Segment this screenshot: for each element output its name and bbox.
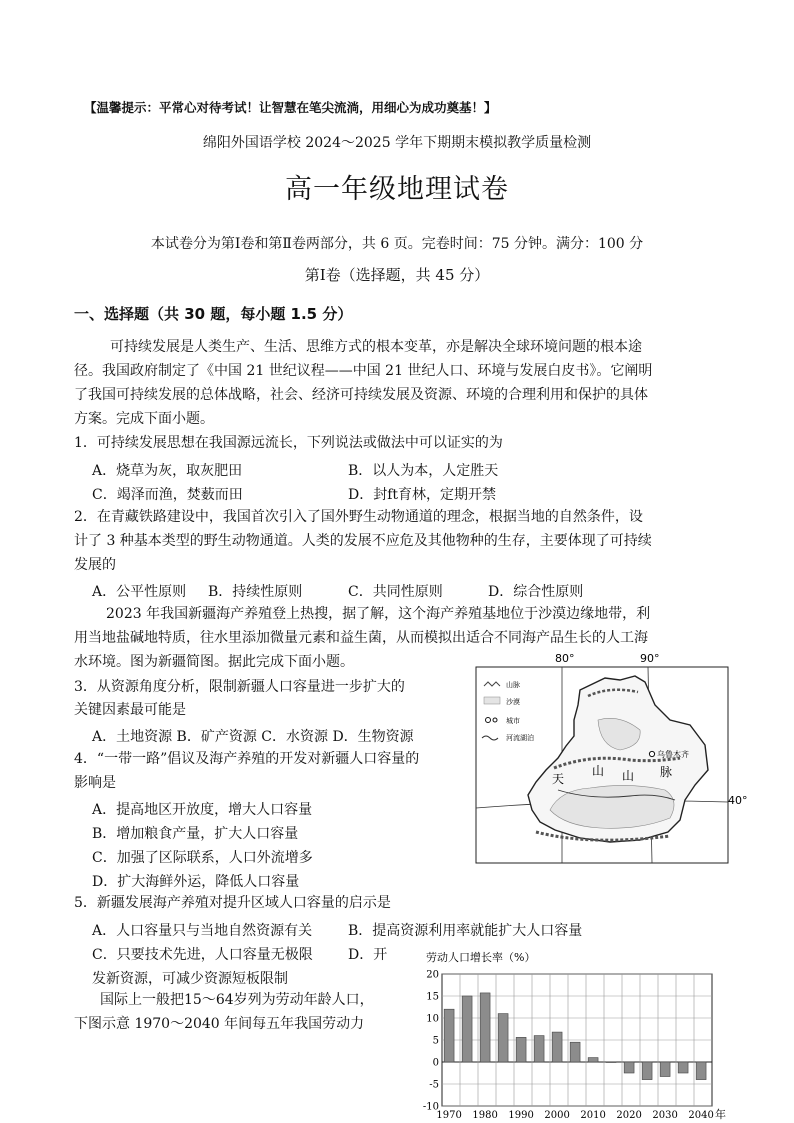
x-tick-label: 2010: [580, 1110, 606, 1121]
q2-option-a[interactable]: A．公平性原则: [92, 584, 187, 600]
lon-label-80: 80°: [555, 652, 575, 665]
q2-option-d[interactable]: D．综合性原则: [488, 584, 584, 600]
passage1-line: 了我国可持续发展的总体战略，社会、经济可持续发展及资源、环境的合理利用和保护的具体: [74, 387, 648, 403]
bar-2040: [696, 1062, 706, 1080]
range-label: 山: [592, 764, 605, 778]
passage1-line: 方案。完成下面小题。: [74, 411, 214, 427]
passage2-line: 用当地盐碱地特质，往水里添加微量元素和益生菌，从而模拟出适合不同海产品生长的人工海: [74, 630, 648, 646]
part-title: 第Ⅰ卷（选择题，共 45 分）: [304, 266, 490, 284]
labor-growth-chart: [420, 948, 740, 1123]
q2-option-c[interactable]: C．共同性原则: [348, 584, 443, 600]
x-tick-label: 2020: [616, 1110, 642, 1121]
q1-option-a[interactable]: A．烧草为灰，取灰肥田: [92, 463, 243, 479]
bar-1985: [498, 1014, 508, 1062]
y-tick-label: -10: [422, 1101, 439, 1113]
q4-option-d[interactable]: D．扩大海鲜外运，降低人口容量: [92, 874, 300, 890]
legend-label: 沙漠: [506, 698, 520, 706]
bar-1995: [534, 1036, 544, 1062]
x-tick-label: 1970: [436, 1110, 462, 1121]
legend-label: 河流湖泊: [506, 734, 534, 742]
question-2-stem: 计了 3 种基本类型的野生动物通道。人类的发展不应危及其他物种的生存，主要体现了可持续: [74, 533, 652, 549]
question-4-stem: 影响是: [74, 775, 116, 791]
legend-label: 山脉: [506, 681, 520, 689]
desert-legend-icon: [484, 697, 500, 704]
q4-option-b[interactable]: B．增加粮食产量，扩大人口容量: [92, 826, 299, 842]
range-label: 脉: [660, 765, 673, 779]
x-tick-label: 1990: [508, 1110, 534, 1121]
passage1-line: 径。我国政府制定了《中国 21 世纪议程——中国 21 世纪人口、环境与发展白皮书》。它阐明: [74, 363, 653, 379]
q1-option-b[interactable]: B．以人为本，人定胜天: [348, 463, 499, 479]
q3-options[interactable]: A．土地资源 B．矿产资源 C．水资源 D．生物资源: [92, 729, 414, 745]
city-label: 乌鲁木齐: [657, 750, 689, 759]
q1-option-c[interactable]: C．竭泽而渔，焚薮而田: [92, 487, 243, 503]
range-label: 天: [552, 772, 565, 786]
city-legend-icon: [486, 718, 491, 723]
section-title: 一、选择题（共 30 题，每小题 1.5 分）: [74, 305, 353, 323]
q5-option-a[interactable]: A．人口容量只与当地自然资源有关: [92, 923, 313, 939]
q5-option-d[interactable]: D．开: [348, 947, 388, 963]
x-tick-label: 2040: [688, 1110, 714, 1121]
y-tick-label: 5: [432, 1035, 439, 1047]
bar-2015: [606, 1062, 616, 1063]
q5-option-b[interactable]: B．提高资源利用率就能扩大人口容量: [348, 923, 583, 939]
bar-2010: [588, 1058, 598, 1062]
x-tick-label: 2000: [544, 1110, 570, 1121]
chart-title: 劳动人口增长率（%）: [426, 951, 536, 964]
bar-1970: [444, 1009, 454, 1062]
y-tick-label: -5: [429, 1079, 439, 1091]
question-3-stem: 关键因素最可能是: [74, 702, 186, 718]
bar-2035: [678, 1062, 688, 1073]
bar-2000: [552, 1032, 562, 1062]
question-3-stem: 3．从资源角度分析，限制新疆人口容量进一步扩大的: [74, 679, 405, 695]
q5-option-d-cont: 发新资源，可减少资源短板限制: [92, 971, 288, 987]
q2-option-b[interactable]: B．持续性原则: [208, 584, 303, 600]
x-axis-unit: 年: [715, 1108, 726, 1121]
question-2-stem: 2．在青藏铁路建设中，我国首次引入了国外野生动物通道的理念，根据当地的自然条件，设: [74, 509, 643, 525]
xinjiang-map: [470, 650, 770, 865]
legend-label: 城市: [506, 717, 520, 725]
y-tick-label: 20: [426, 969, 439, 981]
city-marker: [649, 751, 654, 756]
question-1-stem: 1．可持续发展思想在我国源远流长，下列说法或做法中可以证实的为: [74, 435, 503, 451]
bar-1990: [516, 1037, 526, 1062]
y-tick-label: 15: [426, 991, 439, 1003]
passage2-line: 2023 年我国新疆海产养殖登上热搜，据了解，这个海产养殖基地位于沙漠边缘地带，利: [106, 606, 651, 622]
exam-info: 本试卷分为第Ⅰ卷和第Ⅱ卷两部分，共 6 页。完卷时间：75 分钟。满分：100 分: [150, 236, 644, 252]
passage3-line: 国际上一般把15～64岁列为劳动年龄人口，: [100, 992, 374, 1008]
question-4-stem: 4．“一带一路”倡议及海产养殖的开发对新疆人口容量的: [74, 751, 420, 767]
question-5-stem: 5．新疆发展海产养殖对提升区域人口容量的启示是: [74, 895, 391, 911]
exam-title: 高一年级地理试卷: [285, 174, 509, 205]
warm-tip: 【温馨提示：平常心对待考试！让智慧在笔尖流淌，用细心为成功奠基！】: [84, 100, 497, 115]
range-label: 山: [622, 769, 635, 783]
bar-2005: [570, 1042, 580, 1062]
bar-2030: [660, 1062, 670, 1077]
lat-label-40: 40°: [728, 794, 748, 807]
bar-1980: [480, 993, 490, 1062]
school-title: 绵阳外国语学校 2024～2025 学年下期期末模拟教学质量检测: [202, 135, 592, 151]
passage1-line: 可持续发展是人类生产、生活、思维方式的根本变革，亦是解决全球环境问题的根本途: [110, 339, 642, 355]
bar-2020: [624, 1062, 634, 1073]
y-tick-label: 0: [432, 1057, 439, 1069]
passage3-line: 下图示意 1970～2040 年间每五年我国劳动力: [74, 1016, 365, 1032]
q4-option-c[interactable]: C．加强了区际联系，人口外流增多: [92, 850, 313, 866]
lon-label-90: 90°: [640, 652, 660, 665]
x-tick-label: 2030: [652, 1110, 678, 1121]
bar-2025: [642, 1062, 652, 1080]
passage2-line: 水环境。图为新疆简图。据此完成下面小题。: [74, 654, 354, 670]
bar-1975: [462, 996, 472, 1062]
y-tick-label: 10: [426, 1013, 439, 1025]
town-legend-icon: [493, 718, 497, 722]
x-tick-label: 1980: [472, 1110, 498, 1121]
q1-option-d[interactable]: D．封ft育林，定期开禁: [348, 487, 497, 503]
q5-option-c[interactable]: C．只要技术先进，人口容量无极限: [92, 947, 313, 963]
q4-option-a[interactable]: A．提高地区开放度，增大人口容量: [92, 802, 313, 818]
question-2-stem: 发展的: [74, 557, 116, 573]
